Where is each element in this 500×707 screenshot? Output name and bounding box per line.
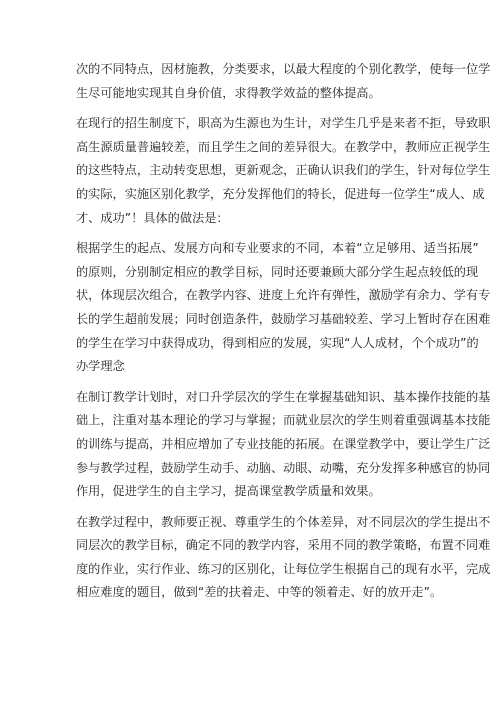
text-line: 的这些特点，主动转变思想，更新观念，正确认识我们的学生，针对每位学生 [76, 163, 491, 178]
paragraph-2 [76, 112, 491, 230]
text-line: 长的学生超前发展；同时创造条件，鼓励学习基础较差、学习上暂时存在困难 [76, 311, 491, 326]
paragraph-1 [76, 58, 491, 105]
text-line: 参与教学过程，鼓励学生动手、动脑、动眼、动嘴，充分发挥多种感官的协同 [76, 460, 491, 475]
paragraph-3 [76, 237, 491, 379]
text-line: 在现行的招生制度下，职高为生源也为生计，对学生几乎是来者不拒，导致职 [76, 116, 491, 131]
text-line: 状，体现层次组合，在教学内容、进度上允许有弹性，激励学有余力、学有专 [76, 288, 491, 303]
text-line: 的实际，实施区别化教学，充分发挥他们的特长，促进每一位学生“成人、成 [76, 186, 485, 201]
text-line: 的原则，分别制定相应的教学目标，同时还要兼顾大部分学生起点较低的现 [76, 264, 479, 279]
text-line: 的学生在学习中获得成功，得到相应的发展，实现“人人成材，个个成功”的 [76, 335, 479, 350]
text-line: 的训练与提高，并相应增加了专业技能的拓展。在课堂教学中，要让学生广泛 [76, 436, 491, 451]
text-line: 础上，注重对基本理论的学习与掌握；而就业层次的学生则着重强调基本技能 [76, 413, 491, 428]
text-line: 在教学过程中，教师要正视、尊重学生的个体差异，对不同层次的学生提出不 [76, 514, 491, 529]
document-body [76, 58, 491, 612]
text-line: 同层次的教学目标，确定不同的教学内容，采用不同的教学策略，布置不同难 [76, 538, 491, 553]
text-line: 相应难度的题目，做到“差的扶着走、中等的领着走、好的放开走”。 [76, 585, 443, 600]
text-line: 高生源质量普遍较差，而且学生之间的差异很大。在教学中，教师应正视学生 [76, 139, 491, 154]
text-line: 在制订教学计划时，对口升学层次的学生在掌握基础知识、基本操作技能的基 [76, 389, 491, 404]
text-line: 度的作业，实行作业、练习的区别化，让每位学生根据自己的现有水平，完成 [76, 561, 491, 576]
text-line: 次的不同特点，因材施教，分类要求，以最大程度的个别化教学，使每一位学 [76, 62, 491, 76]
text-line: 才、成功”！具体的做法是： [76, 210, 229, 225]
paragraph-5 [76, 511, 491, 605]
text-line: 根据学生的起点、发展方向和专业要求的不同，本着“立足够用、适当拓展” [76, 241, 479, 256]
paragraph-4 [76, 386, 491, 504]
text-line: 生尽可能地实现其自身价值，求得教学效益的整体提高。 [76, 85, 381, 100]
text-line: 办学理念 [76, 359, 125, 374]
text-line: 作用，促进学生的自主学习，提高课堂教学质量和效果。 [76, 484, 381, 499]
